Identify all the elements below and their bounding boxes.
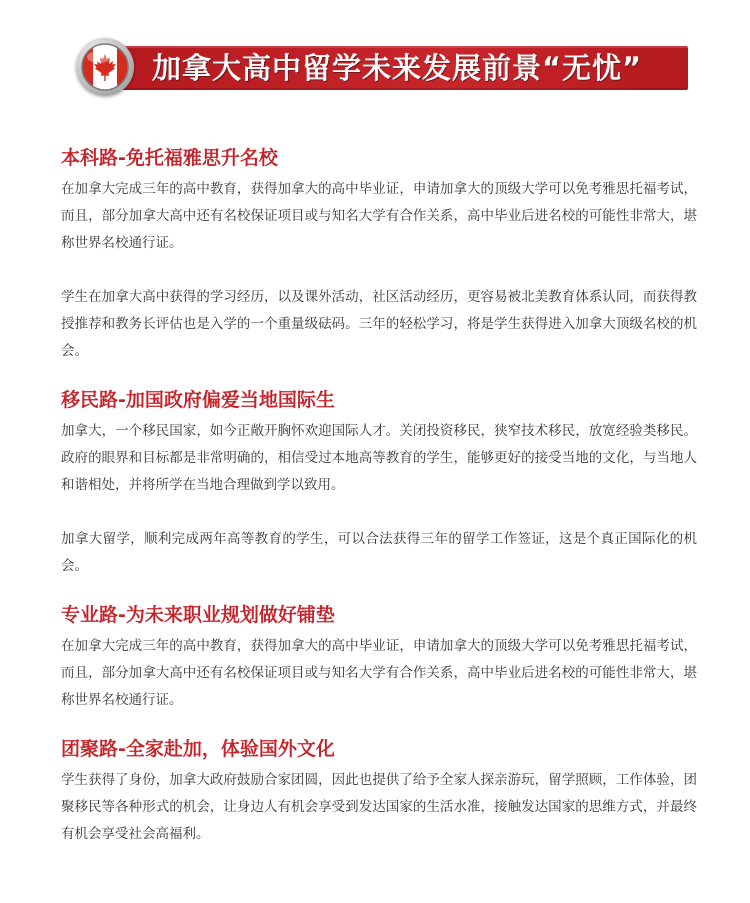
section-immigration bbox=[61, 388, 697, 580]
section-title: 专业路-为未来职业规划做好铺垫 bbox=[61, 604, 335, 626]
paragraph: 在加拿大完成三年的高中教育，获得加拿大的高中毕业证，申请加拿大的顶级大学可以免考雅思托福考试，而且，部分加拿大高中还有名校保证项目或与知名大学有合作关系，高中毕业后进名校的可能性非常大，堪称世界名校通行证。 bbox=[61, 638, 697, 708]
section-title: 本科路-免托福雅思升名校 bbox=[61, 147, 278, 169]
paragraph: 加拿大留学，顺利完成两年高等教育的学生，可以合法获得三年的留学工作签证，这是个真正国际化的机会。 bbox=[61, 531, 697, 574]
header-banner bbox=[76, 38, 688, 98]
section-undergraduate bbox=[61, 146, 697, 365]
section-family bbox=[61, 737, 697, 848]
section-career bbox=[61, 603, 697, 714]
section-title: 移民路-加国政府偏爱当地国际生 bbox=[61, 389, 335, 411]
canada-flag-graphic bbox=[81, 43, 129, 91]
paragraph: 在加拿大完成三年的高中教育，获得加拿大的高中毕业证，申请加拿大的顶级大学可以免考雅思托福考试，而且，部分加拿大高中还有名校保证项目或与知名大学有合作关系，高中毕业后进名校的可能性非常大，堪称世界名校通行证。 bbox=[61, 181, 697, 251]
canada-flag-icon bbox=[76, 38, 134, 96]
paragraph: 加拿大，一个移民国家，如今正敞开胸怀欢迎国际人才。关闭投资移民，狭窄技术移民，放宽经验类移民。政府的眼界和目标都是非常明确的，相信受过本地高等教育的学生，能够更好的接受当地的文化，与当地人和谐相处，并将所学在当地合理做到学以致用。 bbox=[61, 423, 697, 493]
page-title: 加拿大高中留学未来发展前景“无忧” bbox=[152, 51, 643, 85]
article-body bbox=[61, 146, 697, 848]
paragraph: 学生在加拿大高中获得的学习经历，以及课外活动，社区活动经历，更容易被北美教育体系认同，而获得教授推荐和教务长评估也是入学的一个重量级砝码。三年的轻松学习，将是学生获得进入加拿大顶级名校的机会。 bbox=[61, 289, 697, 359]
paragraph: 学生获得了身份，加拿大政府鼓励合家团圆，因此也提供了给予全家人探亲游玩，留学照顾，工作体验，团聚移民等各种形式的机会，让身边人有机会享受到发达国家的生活水准，接触发达国家的思维方式，并最终有机会享受社会高福利。 bbox=[61, 772, 697, 842]
section-title: 团聚路-全家赴加，体验国外文化 bbox=[61, 738, 335, 760]
